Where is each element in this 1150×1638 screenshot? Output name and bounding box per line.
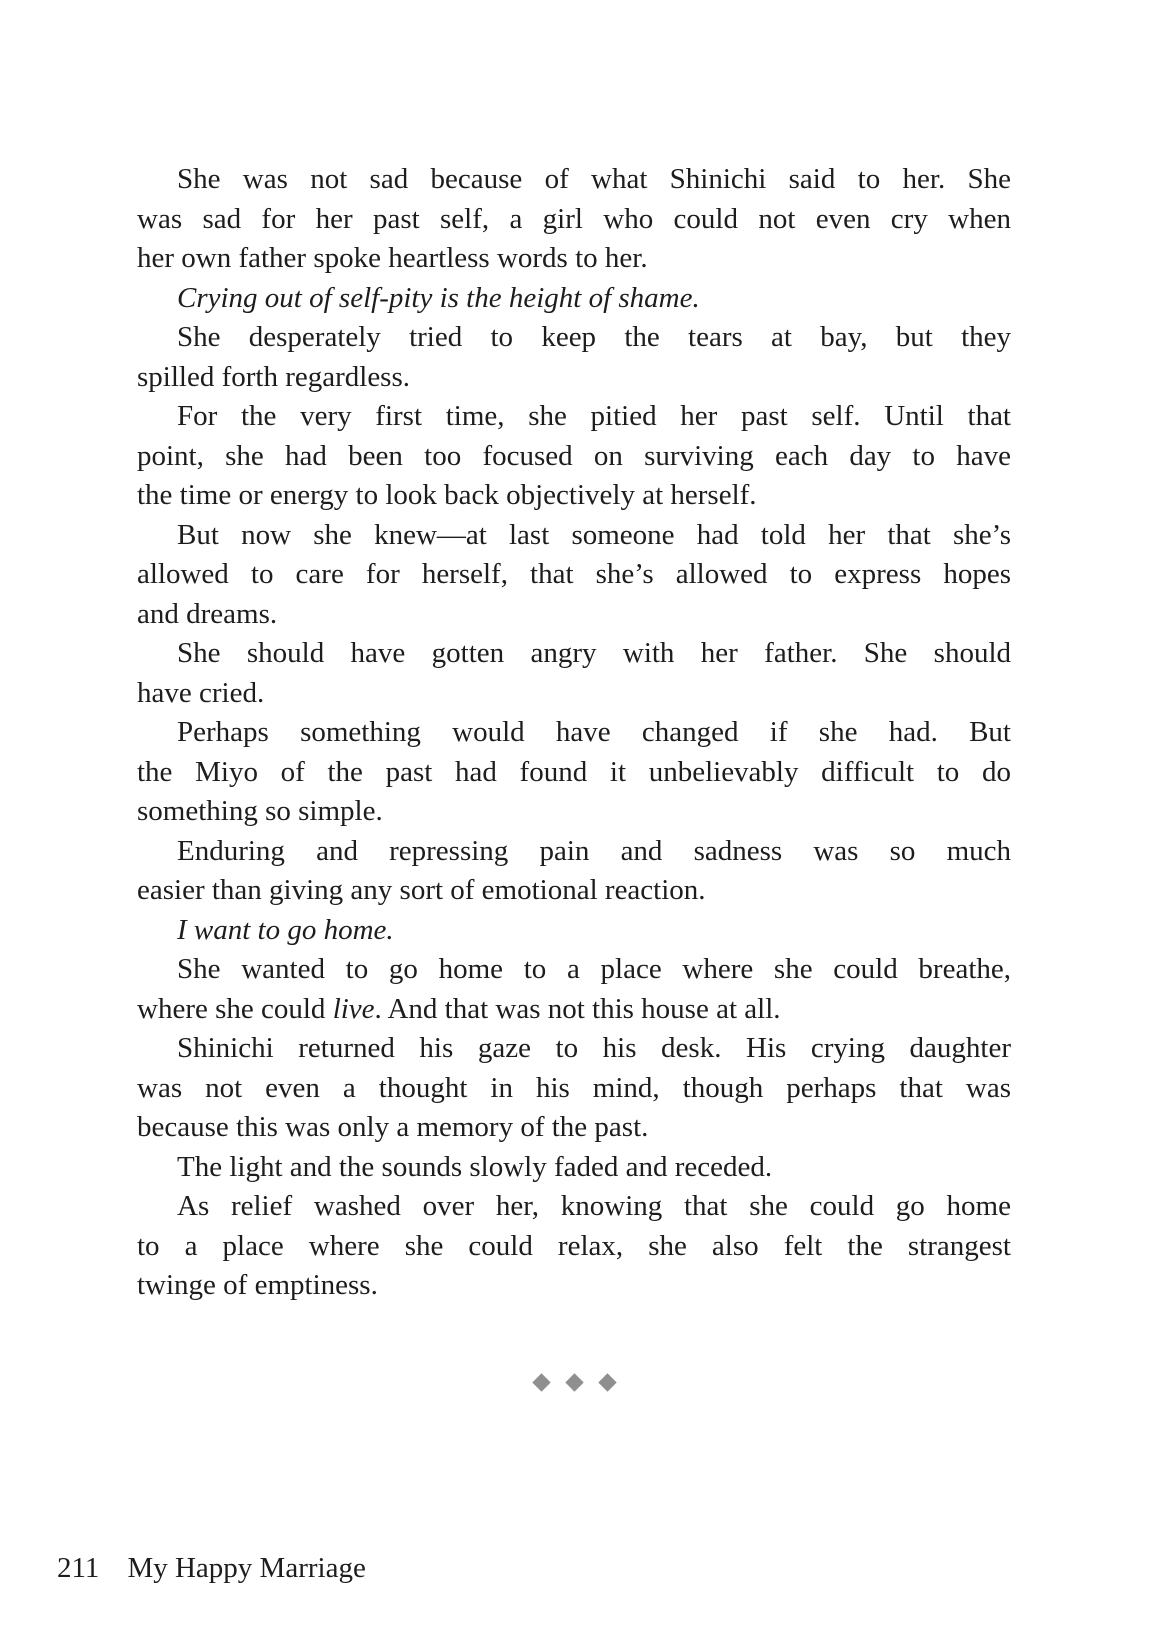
diamond-icon (565, 1373, 583, 1391)
text-line (137, 397, 1011, 437)
text-segment: have cried. (137, 676, 265, 709)
text-segment: She desperately tried to keep the tears at bay, but they (177, 321, 1011, 353)
text-line (137, 160, 1011, 200)
text-segment: live (332, 992, 375, 1025)
text-segment: Enduring and repressing pain and sadness was so much (177, 834, 1011, 867)
text-line (137, 1148, 1011, 1188)
text-segment: twinge of emptiness. (137, 1269, 378, 1301)
text-line (137, 555, 1011, 595)
paragraph (137, 397, 1011, 516)
text-line (137, 437, 1011, 477)
text-line (137, 990, 1011, 1030)
text-segment: was sad for her past self, a girl who could not even cry when (137, 202, 1011, 235)
text-segment: point, she had been too focused on surviving each day to have (137, 439, 1011, 472)
text-segment: Crying out of self-pity is the height of shame. (177, 281, 700, 314)
text-segment: something so simple. (137, 795, 383, 827)
text-line (137, 200, 1011, 240)
paragraph (137, 160, 1011, 279)
text-segment: the time or energy to look back objectively at herself. (137, 479, 757, 511)
text-line (137, 516, 1011, 556)
paragraph (137, 911, 1011, 951)
text-line (137, 911, 1011, 951)
paragraph (137, 516, 1011, 635)
text-segment: where she could (137, 992, 333, 1025)
text-block (137, 160, 1011, 1306)
text-line (137, 674, 1011, 714)
paragraph (137, 1148, 1011, 1188)
text-line (137, 1029, 1011, 1069)
paragraph (137, 950, 1011, 1029)
text-line (137, 318, 1011, 358)
text-segment: As relief washed over her, knowing that she could go home (177, 1190, 1011, 1222)
paragraph (137, 832, 1011, 911)
text-segment: and dreams. (137, 597, 278, 630)
text-segment: spilled forth regardless. (137, 360, 411, 393)
text-line (137, 713, 1011, 753)
text-line (137, 1227, 1011, 1267)
text-line (137, 279, 1011, 319)
page-footer (57, 1550, 366, 1586)
text-line (137, 1187, 1011, 1227)
text-segment: to a place where she could relax, she also felt the strangest (137, 1229, 1011, 1262)
text-segment: For the very first time, she pitied her past self. Until that (177, 400, 1011, 432)
text-line (137, 753, 1011, 793)
text-segment: her own father spoke heartless words to her. (137, 242, 648, 274)
text-segment: . And that was not this house at all. (374, 992, 781, 1025)
text-line (137, 832, 1011, 872)
text-segment: I want to go home. (177, 913, 394, 946)
text-segment: because this was only a memory of the past. (137, 1111, 649, 1143)
text-line (137, 595, 1011, 635)
paragraph (137, 634, 1011, 713)
text-line (137, 792, 1011, 832)
text-segment: She was not sad because of what Shinichi said to her. She (177, 163, 1011, 195)
text-segment: But now she knew—at last someone had told her that she’s (177, 518, 1011, 551)
diamond-icon (532, 1373, 550, 1391)
text-line (137, 239, 1011, 279)
text-segment: was not even a thought in his mind, though perhaps that was (137, 1071, 1011, 1104)
paragraph (137, 1029, 1011, 1148)
text-segment: easier than giving any sort of emotional reaction. (137, 874, 706, 906)
page-number: 211 (57, 1552, 100, 1584)
text-segment: Shinichi returned his gaze to his desk. His crying daughter (177, 1032, 1011, 1064)
section-divider (137, 1376, 1011, 1392)
text-segment: She wanted to go home to a place where she could breathe, (177, 953, 1011, 985)
text-line (137, 950, 1011, 990)
text-line (137, 634, 1011, 674)
text-line (137, 358, 1011, 398)
text-line (137, 1266, 1011, 1306)
text-segment: allowed to care for herself, that she’s allowed to express hopes (137, 558, 1011, 590)
text-segment: Perhaps something would have changed if she had. But (177, 716, 1011, 748)
paragraph (137, 279, 1011, 319)
text-segment: The light and the sounds slowly faded and receded. (177, 1150, 773, 1183)
paragraph (137, 713, 1011, 832)
paragraph (137, 318, 1011, 397)
paragraph (137, 1187, 1011, 1306)
text-line (137, 871, 1011, 911)
diamond-icon (598, 1373, 616, 1391)
text-segment: She should have gotten angry with her father. She should (177, 637, 1011, 669)
text-line (137, 1108, 1011, 1148)
text-segment: the Miyo of the past had found it unbelievably difficult to do (137, 755, 1011, 788)
text-line (137, 476, 1011, 516)
book-title: My Happy Marriage (127, 1552, 366, 1584)
text-line (137, 1069, 1011, 1109)
